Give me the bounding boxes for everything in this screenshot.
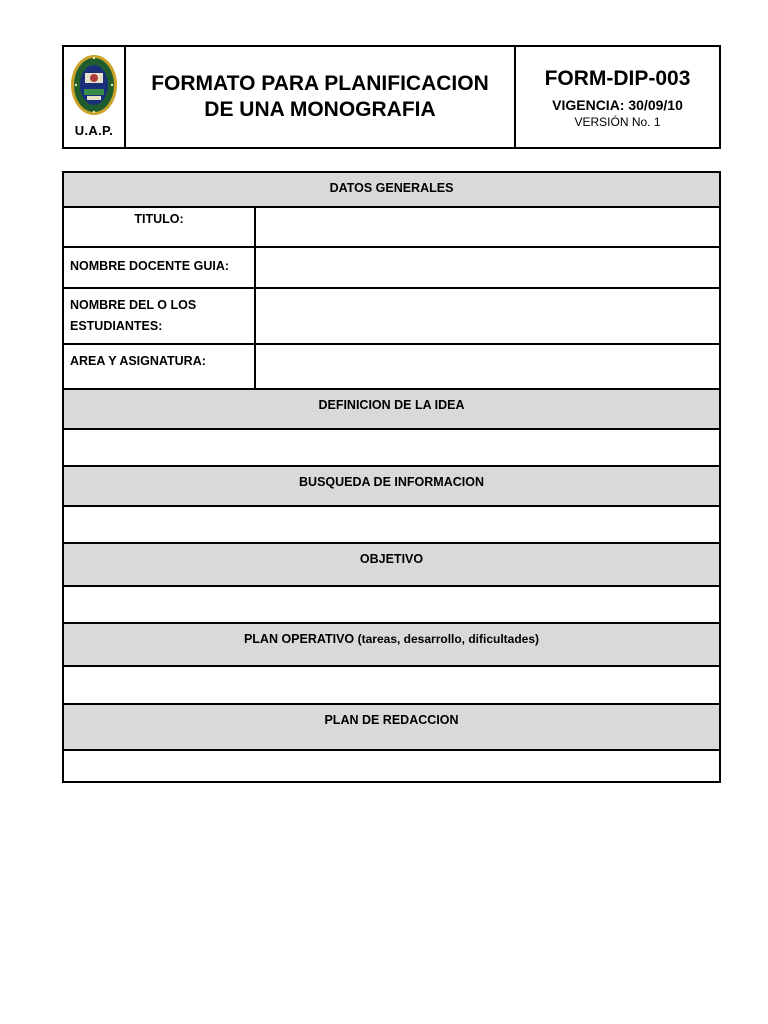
docente-input[interactable] — [256, 248, 719, 287]
section-header-definicion — [64, 390, 719, 430]
institution-abbreviation: U.A.P. — [74, 123, 114, 138]
form-code: FORM-DIP-003 — [544, 67, 691, 90]
section-header-plan-operativo — [64, 624, 719, 667]
section-header-busqueda — [64, 467, 719, 507]
section-header-datos-generales — [64, 173, 719, 208]
section-title: BUSQUEDA DE INFORMACION — [299, 475, 484, 489]
document-title-line-1: FORMATO PARA PLANIFICACION — [151, 72, 489, 95]
section-header-plan-redaccion — [64, 705, 719, 751]
field-label-titulo — [64, 208, 256, 246]
field-label-area — [64, 345, 256, 388]
form-code-cell — [516, 47, 719, 147]
university-seal-icon — [69, 53, 119, 117]
section-title: PLAN OPERATIVO — [243, 632, 355, 646]
field-row-docente — [64, 248, 719, 289]
section-title: OBJETIVO — [359, 552, 424, 566]
version-number: VERSIÓN No. 1 — [574, 115, 661, 129]
field-label-docente — [64, 248, 256, 287]
field-label-text: NOMBRE DOCENTE GUIA: — [70, 259, 230, 273]
definicion-input[interactable] — [64, 430, 719, 467]
field-label-text: TITULO: — [134, 212, 184, 226]
document-title-line-2: DE UNA MONOGRAFIA — [204, 98, 436, 121]
planning-form — [62, 171, 721, 783]
field-row-area — [64, 345, 719, 390]
plan-operativo-input[interactable] — [64, 667, 719, 705]
section-header-objetivo — [64, 544, 719, 587]
vigencia-date: VIGENCIA: 30/09/10 — [552, 97, 683, 113]
logo-cell — [64, 47, 126, 147]
section-title: DEFINICION DE LA IDEA — [318, 398, 465, 412]
busqueda-input[interactable] — [64, 507, 719, 544]
field-row-estudiantes — [64, 289, 719, 345]
title-cell — [126, 47, 516, 147]
area-input[interactable] — [256, 345, 719, 388]
estudiantes-input[interactable] — [256, 289, 719, 343]
field-label-text: NOMBRE DEL O LOS — [70, 298, 197, 312]
field-label-text: ESTUDIANTES: — [70, 319, 163, 333]
section-title: DATOS GENERALES — [329, 181, 454, 195]
field-row-titulo — [64, 208, 719, 248]
field-label-estudiantes — [64, 289, 256, 343]
field-label-text: AREA Y ASIGNATURA: — [70, 354, 206, 368]
plan-redaccion-input[interactable] — [64, 751, 719, 781]
section-note: (tareas, desarrollo, dificultades) — [357, 632, 540, 646]
document-header — [62, 45, 721, 149]
titulo-input[interactable] — [256, 208, 719, 246]
section-title: PLAN DE REDACCION — [324, 713, 459, 727]
objetivo-input[interactable] — [64, 587, 719, 624]
